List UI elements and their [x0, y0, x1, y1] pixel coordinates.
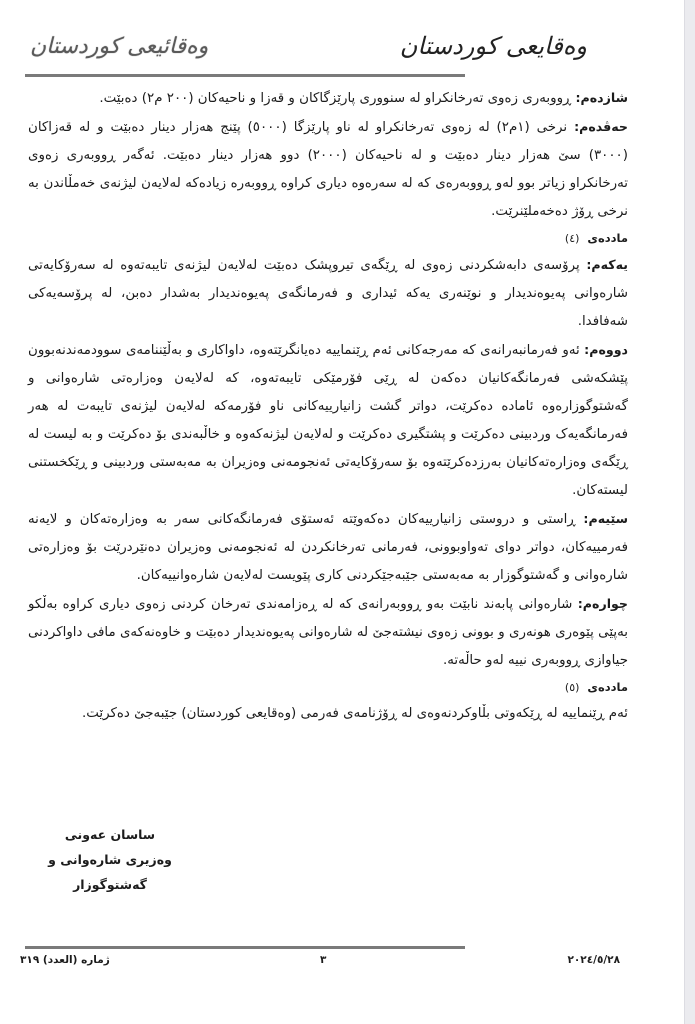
footer-divider: [25, 946, 465, 949]
clause-seventeenth: [28, 113, 628, 226]
article-label: ماددەی: [587, 231, 628, 245]
clause-label: دووەم:: [584, 342, 628, 357]
masthead-title: وەقایعی کوردستان: [399, 32, 587, 60]
clause-text: ئەو فەرمانبەرانەی کە مەرجەکانی ئەم ڕێنماییە دەیانگرێتەوە، داواکاری و بەڵێننامەی سوودمەندنەبوون پێشکەشی فەرمانگەکانیان دەکەن لە ڕێی فۆرمێکی تایبەتەوە، کە لەلایەن وەزارەتی شارەوانی و گەشتوگوزارەوە ئامادە دەکرێت، دواتر گشت زانیارییەکانی ناو فۆرمەکە لەلایەن لیژنەی تایبەت لە هەر فەرمانگەیەک وردبینی دەکرێت و پشتگیری دەکرێت و لەلایەن لیژنەکەوە و خاڵبەندی بۆ دەکرێت و بە لیست لە ڕێگەی وەزارەتەکانیان بەرزدەکرێتەوە بۆ سەرۆکایەتی ئەنجومەنی وەزیران بە مەبەستی وردبینی و ڕێکخستنی لیستەکان.: [28, 343, 628, 498]
article-label: ماددەی: [587, 680, 628, 694]
article-number: (٤): [564, 232, 580, 245]
clause-sixteenth: [28, 84, 628, 113]
header-divider: [25, 74, 465, 77]
clause-text: شارەوانی پابەند نابێت بەو ڕووبەرانەی کە لە ڕەزامەندی تەرخان کردنی زەوی دیاری کراوە بەڵکو بەپێی پێوەری هونەری و بوونی زەوی نیشتەجێ لە شارەوانی پەیوەندیدار دەبێت و خاوەنەکەی مافی داواکردنی جیاوازی ڕووبەری نییە لەو حاڵەتە.: [28, 597, 628, 668]
clause-label: چوارەم:: [577, 596, 628, 611]
clause-text: پرۆسەی دابەشکردنی زەوی لە ڕێگەی تیروپشک دەبێت لەلایەن لیژنەی تایبەتەوە لە سەرۆکایەتی شارەوانی پەیوەندیدار و نوێنەری یەکە ئیداری و فەرمانگەی پەیوەندیدار بەشدار دەبن، لە پرۆسەیەکی شەفافدا.: [28, 258, 628, 329]
clause-label: حەڤدەم:: [574, 119, 628, 134]
clause-label: یەکەم:: [586, 257, 628, 272]
article-heading-4: [28, 226, 628, 251]
signatory-name: ساسان عەونی: [64, 827, 156, 842]
page-edge-scrollbar: [684, 0, 695, 1024]
page-footer: [20, 952, 620, 976]
article-number: (٥): [564, 681, 580, 694]
masthead-calligraphy-logo: وەقائیعی کوردستان: [30, 34, 209, 59]
issue-number: ژمارە (العدد) ٣١٩: [20, 954, 110, 966]
clause-label: سێیەم:: [583, 511, 628, 526]
publication-date: ٢٠٢٤/٥/٢٨: [567, 954, 620, 966]
clause-third: [28, 505, 628, 590]
clause-text: ئەم ڕێنماییە لە ڕێکەوتی بڵاوکردنەوەی لە ڕۆژنامەی فەرمی (وەقایعی کوردستان) جێبەجێ دەکرێت.: [81, 706, 628, 721]
masthead: [22, 20, 622, 78]
page-number: ٣: [320, 954, 327, 966]
signatory-title: وەزیری شارەوانی و گەشتوگوزار: [48, 852, 172, 892]
clause-final: [28, 700, 628, 728]
article-heading-5: [28, 675, 628, 700]
clause-label: شازدەم:: [575, 90, 628, 105]
clause-text: ڕووبەری زەوی تەرخانکراو لە سنووری پارێزگاکان و قەزا و ناحیەکان (٢٠٠ م٢) دەبێت.: [99, 91, 576, 106]
clause-first: [28, 251, 628, 336]
clause-second: [28, 336, 628, 505]
clause-text: ڕاستی و دروستی زانیارییەکان دەکەوێتە ئەستۆی فەرمانگەکانی سەر بە وەزارەتەکان و لایەنە فەرمییەکان، دواتر دوای تەواوبوونی، فەرمانی تەرخانکردن لە ئەنجومەنی وەزیران دەنێردرێت بۆ وەزارەتی شارەوانی و گەشتوگوزار بە مەبەستی جێبەجێکردنی کاری پێویست لەلایەن شارەوانییەکان.: [28, 512, 628, 583]
signature-block: [40, 822, 180, 897]
document-body: [28, 84, 628, 728]
clause-text: نرخی (١م٢) لە زەوی تەرخانکراو لە ناو پارێزگا (٥٠٠٠) پێنج هەزار دینار دەبێت و لە قەزاکان (٣٠٠٠) سێ هەزار دینار دەبێت و لە ناحیەکان (٢٠٠٠) دوو هەزار دینار دەبێت. ئەگەر ڕووبەری زەوی تەرخانکراو زیاتر بوو لەو ڕووبەرەی کە لە سەرەوە دیاری کراوە ڕووبەرە زیادەکە لەلایەن لیژنەی خەمڵاندن بە نرخی ڕۆژ دەخەملێنرێت.: [28, 120, 628, 219]
clause-fourth: [28, 590, 628, 675]
